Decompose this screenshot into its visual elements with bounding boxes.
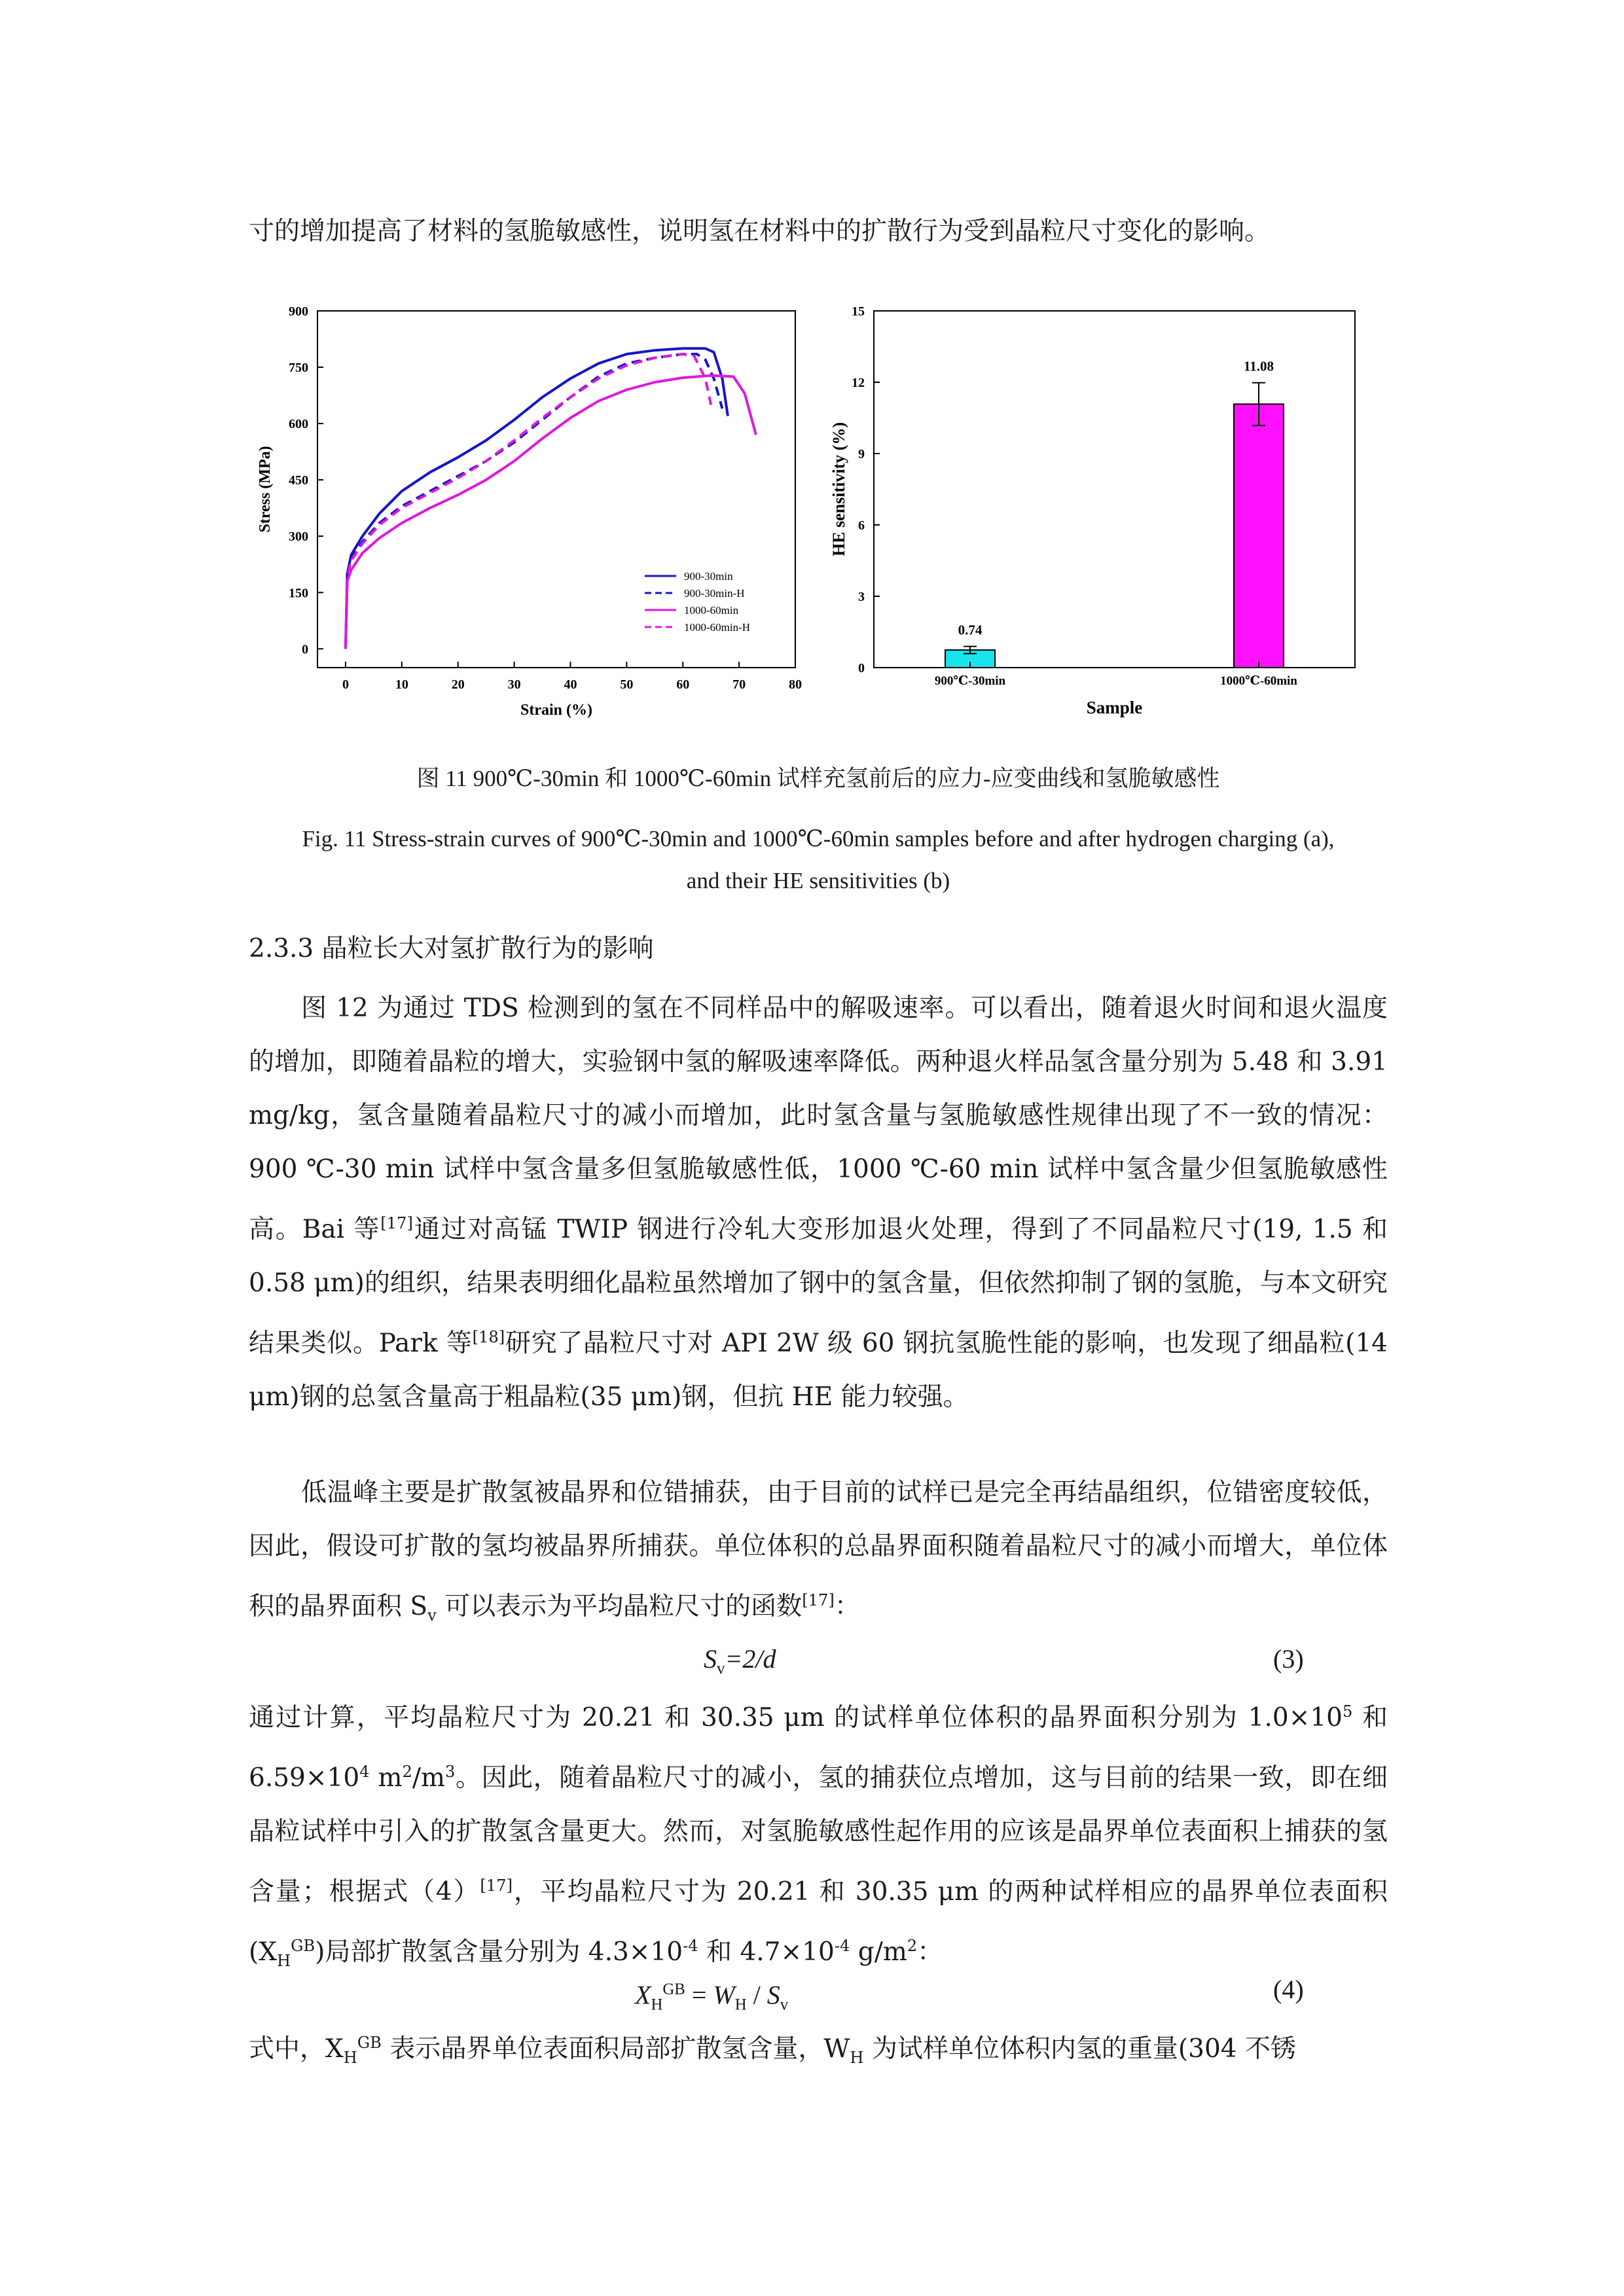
equation-3: $S_v=2/d$ <box>704 1644 776 1677</box>
y-tick-label: 9 <box>858 447 865 461</box>
y-tick-label: 15 <box>852 304 865 319</box>
data-label: 11.08 <box>1243 358 1274 374</box>
x-tick-label: 1000℃-60min <box>1220 674 1297 688</box>
figure-caption-en-2: and their HE sensitivities (b) <box>686 868 950 893</box>
y-tick-label: 600 <box>289 417 308 432</box>
y-axis-label: Stress (MPa) <box>257 446 274 533</box>
x-tick-label: 0 <box>342 677 349 692</box>
y-tick-label: 0 <box>302 642 308 657</box>
legend-label: 900-30min-H <box>684 587 745 600</box>
y-tick-label: 450 <box>289 473 308 488</box>
section-heading: 2.3.3 晶粒长大对氢扩散行为的影响 <box>249 934 654 963</box>
x-tick-label: 70 <box>732 677 746 692</box>
equation-4: $X_H^{GB} = W_H / S_v$ <box>635 1980 789 2014</box>
x-axis-label: Sample <box>1086 698 1143 717</box>
y-tick-label: 12 <box>852 376 865 390</box>
paragraph-calculation: 通过计算，平均晶粒尺寸为 20.21 和 30.35 μm 的试样单位体积的晶界面积分别为 $1.0\times 10^5$ 和 $6.59\times 10^4$ $m^2/m^3$。因此，随着晶粒尺寸的减小，氢的捕获位点增加，这与目前的结果一致，即在细晶粒试样中引入的扩散氢含量更大。然而，对氢脆敏感性起作用的应该是晶界单位表面积上捕获的氢含量；根据式（4）[17]，平均晶粒尺寸为 20.21 和 30.35 μm 的两种试样相应的晶界单位表面积$(X_H^{GB})$局部扩散氢含量分别为 $4.3\times 10^{-4}$ 和 $4.7\times 10^{-4}$ $g/m^2$： <box>249 1702 1388 1970</box>
x-tick-label: 900℃-30min <box>934 674 1006 688</box>
x-tick-label: 20 <box>451 677 465 692</box>
bar-2 <box>1234 404 1284 668</box>
series-line-900-30min <box>346 348 728 649</box>
x-tick-label: 30 <box>507 677 521 692</box>
stress-strain-chart <box>249 295 825 733</box>
he-sensitivity-chart <box>825 295 1375 733</box>
series-line-1000-60min-H <box>346 354 711 649</box>
y-tick-label: 750 <box>289 361 308 376</box>
x-tick-label: 50 <box>620 677 634 692</box>
paragraph-grain-boundary: 低温峰主要是扩散氢被晶界和位错捕获，由于目前的试样已是完全再结晶组织，位错密度较低，因此，假设可扩散的氢均被晶界所捕获。单位体积的总晶界面积随着晶粒尺寸的减小而增大，单位体积的晶界面积 $S_v$ 可以表示为平均晶粒尺寸的函数[17]： <box>249 1478 1388 1624</box>
y-axis-label: HE sensitivity (%) <box>829 422 848 557</box>
paragraph-tds: 图 12 为通过 TDS 检测到的氢在不同样品中的解吸速率。可以看出，随着退火时间和退火温度的增加，即随着晶粒的增大，实验钢中氢的解吸速率降低。两种退火样品氢含量分别为 5.48 和 3.91 mg/kg，氢含量随着晶粒尺寸的减小而增加，此时氢含量与氢脆敏感性规律出现了不一致的情况：900 ℃-30 min 试样中氢含量多但氢脆敏感性低，1000 ℃-60 min 试样中氢含量少但氢脆敏感性高。Bai 等[17]通过对高锰 TWIP 钢进行冷轧大变形加退火处理，得到了不同晶粒尺寸(19, 1.5 和 0.58 μm)的组织，结果表明细化晶粒虽然增加了钢中的氢含量，但依然抑制了钢的氢脆，与本文研究结果类似。Park 等[18]研究了晶粒尺寸对 API 2W 级 60 钢抗氢脆性能的影响，也发现了细晶粒(14 μm)钢的总氢含量高于粗晶粒(35 μm)钢，但抗 HE 能力较强。 <box>249 994 1388 1412</box>
y-tick-label: 3 <box>858 590 865 604</box>
figure-caption-en-1: Fig. 11 Stress-strain curves of 900℃-30min and 1000℃-60min samples before and after hydrogen charging (a), <box>302 826 1335 852</box>
x-tick-label: 10 <box>395 677 408 692</box>
x-tick-label: 40 <box>564 677 577 692</box>
y-tick-label: 6 <box>858 518 865 533</box>
legend-label: 1000-60min <box>684 604 739 617</box>
paragraph-intro: 寸的增加提高了材料的氢脆敏感性，说明氢在材料中的扩散行为受到晶粒尺寸变化的影响。 <box>249 217 1271 246</box>
y-tick-label: 300 <box>289 529 308 545</box>
equation-3-number: (3) <box>1273 1644 1304 1674</box>
figure-caption-cn: 图 11 900℃-30min 和 1000℃-60min 试样充氢前后的应力-应变曲线和氢脆敏感性 <box>416 766 1220 791</box>
y-tick-label: 150 <box>289 586 308 601</box>
x-axis-label: Strain (%) <box>520 702 592 719</box>
legend-label: 900-30min <box>684 570 733 583</box>
data-label: 0.74 <box>958 622 983 638</box>
y-tick-label: 900 <box>289 304 308 319</box>
equation-4-number: (4) <box>1273 1975 1304 2004</box>
x-tick-label: 80 <box>789 677 802 692</box>
paragraph-definition: 式中，$X_H^{GB}$ 表示晶界单位表面积局部扩散氢含量，$W_H$ 为试样单位体积内氢的重量(304 不锈 <box>249 2034 1296 2067</box>
legend-label: 1000-60min-H <box>684 621 751 634</box>
series-line-900-30min-H <box>346 354 723 649</box>
x-tick-label: 60 <box>676 677 690 692</box>
y-tick-label: 0 <box>858 661 865 675</box>
